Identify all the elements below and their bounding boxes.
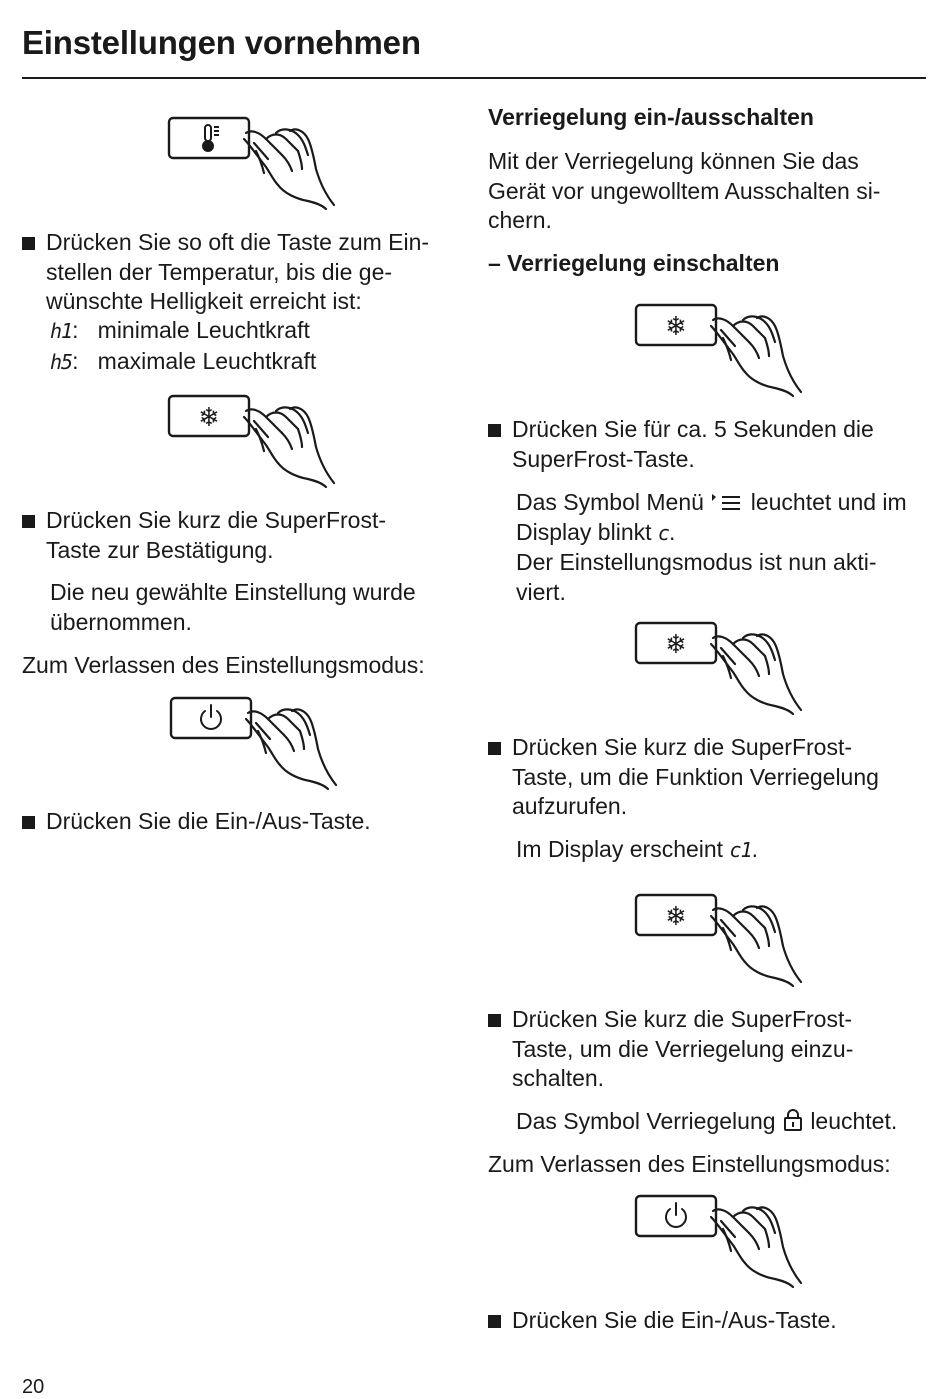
bullet-marker bbox=[488, 1315, 501, 1328]
snowflake-icon: ❄ bbox=[665, 312, 687, 342]
left-step2-result: Die neu gewählte Einstellung wurde übernommen. bbox=[50, 579, 416, 635]
right-step3-result: Das Symbol Verriegelung leuchtet. bbox=[516, 1108, 898, 1134]
right-step4-text: Drücken Sie die Ein-/Aus-Taste. bbox=[512, 1307, 837, 1333]
right-exit-label: Zum Verlassen des Einstellungsmodus: bbox=[488, 1151, 891, 1177]
right-step1-result: Das Symbol Menü leuchtet und im Display blinkt c. Der Einstellungsmodus ist nun akti- viert. bbox=[516, 489, 907, 605]
left-step3-text: Drücken Sie die Ein-/Aus-Taste. bbox=[46, 808, 371, 834]
temperature-button-figure bbox=[166, 115, 356, 210]
left-step2-text: Drücken Sie kurz die SuperFrost- Taste zur Bestätigung. bbox=[46, 507, 387, 563]
superfrost-button-figure bbox=[166, 393, 356, 488]
left-exit-label: Zum Verlassen des Einstellungsmodus: bbox=[22, 652, 425, 678]
title-rule bbox=[22, 77, 926, 79]
snowflake-icon: ❄ bbox=[198, 403, 220, 433]
right-step2-text: Drücken Sie kurz die SuperFrost- Taste, um die Funktion Verriegelung aufzurufen. bbox=[512, 734, 879, 819]
lock-heading: Verriegelung ein-/ausschalten bbox=[488, 104, 814, 130]
snowflake-icon: ❄ bbox=[665, 630, 687, 660]
bullet-marker bbox=[488, 1014, 501, 1027]
bullet-marker bbox=[22, 816, 35, 829]
right-step2-result: Im Display erscheint c1. bbox=[516, 836, 758, 862]
page-title: Einstellungen vornehmen bbox=[22, 24, 421, 61]
lock-subheading: – Verriegelung einschalten bbox=[488, 250, 780, 276]
brightness-option-max: h5: maximale Leuchtkraft bbox=[50, 347, 317, 374]
superfrost-button-figure bbox=[633, 302, 823, 397]
bullet-marker bbox=[488, 742, 501, 755]
snowflake-icon: ❄ bbox=[665, 902, 687, 932]
page-number: 20 bbox=[22, 1376, 45, 1398]
brightness-options bbox=[50, 316, 316, 377]
brightness-option-min: h1: minimale Leuchtkraft bbox=[50, 317, 310, 343]
right-step1-text: Drücken Sie für ca. 5 Sekunden die SuperFrost-Taste. bbox=[512, 416, 874, 472]
bullet-marker bbox=[22, 515, 35, 528]
lock-icon bbox=[782, 1108, 804, 1132]
power-button-figure bbox=[633, 1193, 823, 1288]
superfrost-button-figure bbox=[633, 892, 823, 987]
bullet-marker bbox=[488, 424, 501, 437]
left-step1-text: Drücken Sie so oft die Taste zum Ein- stellen der Temperatur, bis die ge- wünschte Helligkeit erreicht ist: bbox=[46, 229, 430, 314]
power-button-figure bbox=[168, 695, 358, 790]
bullet-marker bbox=[22, 237, 35, 250]
right-step3-text: Drücken Sie kurz die SuperFrost- Taste, um die Verriegelung einzu- schalten. bbox=[512, 1006, 854, 1091]
menu-icon bbox=[710, 491, 744, 513]
lock-intro: Mit der Verriegelung können Sie das Gerät vor ungewolltem Ausschalten si- chern. bbox=[488, 148, 881, 233]
superfrost-button-figure bbox=[633, 620, 823, 715]
